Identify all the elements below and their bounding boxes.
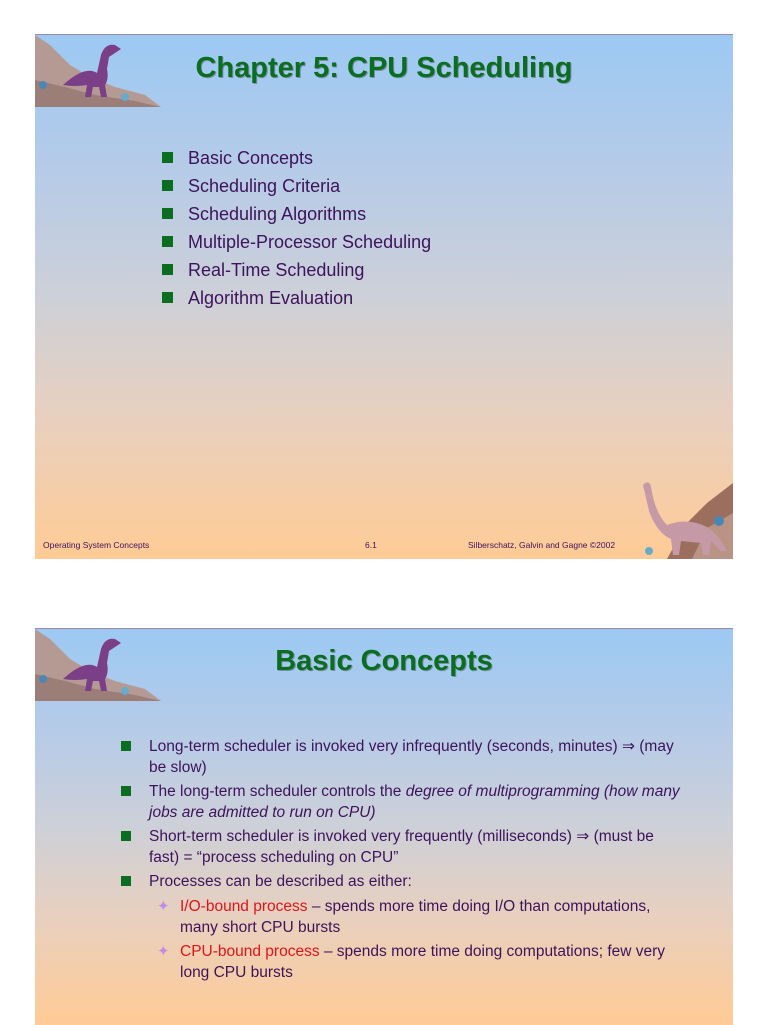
slide-title: Chapter 5: CPU Scheduling [195, 52, 573, 84]
square-bullet-icon [162, 292, 173, 303]
list-item: Basic Concepts [162, 144, 431, 172]
list-item: Processes can be described as either: ✦ I/O-bound process – spends more time doing I/O than computations, many short CPU bursts ✦ CPU-bound process – spends more time doing computations; few very long CPU bursts [121, 871, 681, 983]
square-bullet-icon [162, 180, 173, 191]
footer-course: Operating System Concepts [43, 540, 150, 550]
square-bullet-icon [162, 264, 173, 275]
sub-list-item: ✦ CPU-bound process – spends more time doing computations; few very long CPU bursts [157, 943, 666, 981]
topic-list [162, 144, 431, 312]
dinosaur-brontosaurus-icon [637, 473, 733, 559]
list-item: Short-term scheduler is invoked very frequently (milliseconds) ⇒ (must be fast) = “process scheduling on CPU” [121, 826, 681, 868]
square-bullet-icon [121, 741, 131, 751]
list-item: Real-Time Scheduling [162, 256, 431, 284]
footer-page-number: 6.1 [365, 540, 377, 550]
slide-title: Basic Concepts [275, 645, 493, 677]
star-bullet-icon: ✦ [157, 898, 170, 915]
star-bullet-icon: ✦ [157, 943, 170, 960]
square-bullet-icon [162, 208, 173, 219]
list-item: Scheduling Algorithms [162, 200, 431, 228]
process-type-list [149, 896, 681, 983]
square-bullet-icon [121, 876, 131, 886]
list-item: Long-term scheduler is invoked very infrequently (seconds, minutes) ⇒ (may be slow) [121, 736, 681, 778]
concept-list [121, 736, 681, 986]
list-item: Multiple-Processor Scheduling [162, 228, 431, 256]
square-bullet-icon [162, 152, 173, 163]
sub-list-item: ✦ I/O-bound process – spends more time doing I/O than computations, many short CPU bursts [157, 898, 651, 936]
footer-authors: Silberschatz, Galvin and Gagne ©2002 [468, 540, 616, 550]
slide-1 [35, 34, 733, 559]
square-bullet-icon [121, 786, 131, 796]
slide-2 [35, 628, 733, 1025]
list-item: Scheduling Criteria [162, 172, 431, 200]
list-item: The long-term scheduler controls the degree of multiprogramming (how many jobs are admitted to run on CPU) [121, 781, 681, 823]
list-item: Algorithm Evaluation [162, 284, 431, 312]
square-bullet-icon [121, 831, 131, 841]
square-bullet-icon [162, 236, 173, 247]
